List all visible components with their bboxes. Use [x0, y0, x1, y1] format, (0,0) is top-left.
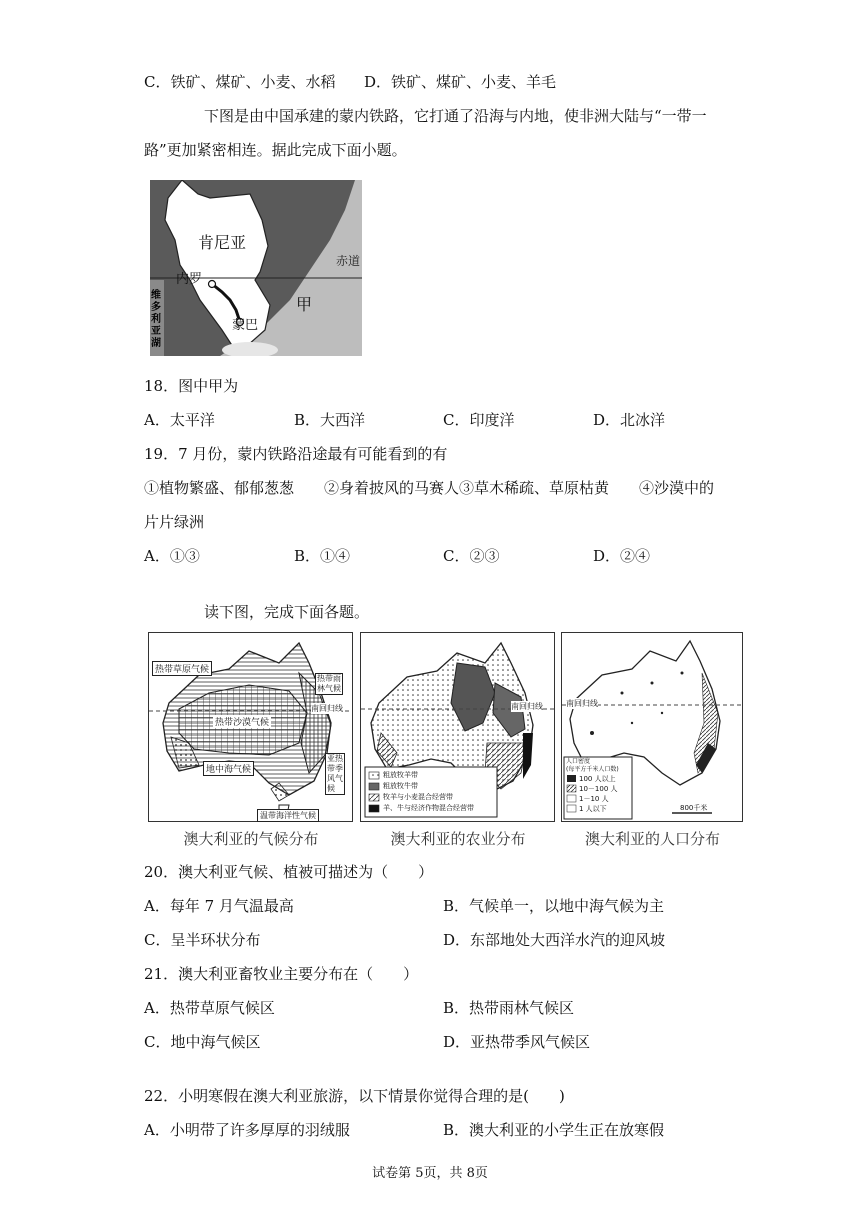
q20-stem: 20．澳大利亚气候、植被可描述为（ ）: [144, 863, 434, 881]
q19-option-c: C．②③: [443, 547, 500, 565]
caption-population: 澳大利亚的人口分布: [584, 830, 720, 848]
q19-option-d: D．②④: [593, 547, 651, 565]
q20-option-c: C．呈半环状分布: [144, 931, 261, 949]
nairobi-label: 内罗: [176, 272, 203, 287]
jia-label: 甲: [296, 295, 313, 314]
q17-option-d: D．铁矿、煤矿、小麦、羊毛: [364, 73, 557, 91]
pop-tropic-label: 南回归线: [566, 699, 598, 708]
q18-option-a: A．太平洋: [144, 411, 215, 429]
australia-climate-map: [148, 632, 353, 822]
pop-scale: 800千米: [680, 804, 708, 812]
page-footer: 试卷第 5页，共 8页: [372, 1166, 488, 1181]
q19-items-line2: 片片绿洲: [144, 513, 205, 531]
kenya-railway-map: [150, 180, 362, 356]
q19-stem: 19．7 月份，蒙内铁路沿途最有可能看到的有: [144, 445, 448, 463]
q18-option-b: B．大西洋: [294, 411, 366, 429]
q21-option-a: A．热带草原气候区: [144, 999, 275, 1017]
lake-victoria-label: 维 多 利 亚 湖: [151, 290, 161, 349]
label-mediterranean: 地中海气候: [203, 761, 254, 776]
intro2: 读下图，完成下面各题。: [204, 603, 370, 621]
label-rainforest: 热带雨 林气候: [317, 674, 341, 693]
agri-legend: 粗放牧羊带 粗放牧牛带 牧羊与小麦混合经营带 羊、牛与经济作物混合经营带: [383, 771, 474, 812]
q21-stem: 21．澳大利亚畜牧业主要分布在（ ）: [144, 965, 419, 983]
kenya-label: 肯尼亚: [198, 233, 247, 252]
agri-tropic-label: 南回归线: [511, 702, 543, 711]
mombasa-label: 蒙巴: [232, 318, 259, 333]
caption-climate: 澳大利亚的气候分布: [183, 830, 319, 848]
label-maritime: 温带海洋性气候: [257, 809, 319, 822]
australia-agriculture-map: [360, 632, 555, 822]
q22-option-a: A．小明带了许多厚厚的羽绒服: [144, 1121, 350, 1139]
q18-option-c: C．印度洋: [443, 411, 515, 429]
q20-option-d: D．东部地处大西洋水汽的迎风坡: [443, 931, 666, 949]
pop-legend-title: 人口密度 (每平方千米人口数): [566, 758, 619, 773]
equator-label: 赤道: [336, 254, 361, 268]
label-subtropical-monsoon: 亚热 带季 风气 候: [327, 754, 343, 793]
q18-stem: 18．图中甲为: [144, 377, 239, 395]
label-savanna: 热带草原气候: [152, 661, 212, 676]
q19-items-line1: ①植物繁盛、郁郁葱葱 ②身着披风的马赛人③草木稀疏、草原枯黄 ④沙漠中的: [144, 479, 715, 497]
q22-option-b: B．澳大利亚的小学生正在放寒假: [443, 1121, 665, 1139]
label-tropic: 南回归线: [311, 704, 343, 713]
q21-option-b: B．热带雨林气候区: [443, 999, 575, 1017]
q18-option-d: D．北冰洋: [593, 411, 666, 429]
caption-agriculture: 澳大利亚的农业分布: [390, 830, 526, 848]
q22-stem: 22．小明寒假在澳大利亚旅游，以下情景你觉得合理的是( ): [144, 1087, 565, 1105]
q17-option-c: C．铁矿、煤矿、小麦、水稻: [144, 73, 336, 91]
q21-option-d: D．亚热带季风气候区: [443, 1033, 591, 1051]
q19-option-b: B．①④: [294, 547, 351, 565]
australia-population-map: [561, 632, 743, 822]
q21-option-c: C．地中海气候区: [144, 1033, 261, 1051]
pop-legend: 100 人以上 10－100 人 1－10 人 1 人以下: [579, 775, 618, 813]
intro-paragraph-line1: 下图是由中国承建的蒙内铁路，它打通了沿海与内地，使非洲大陆与“一带一: [204, 107, 707, 125]
q20-option-b: B．气候单一，以地中海气候为主: [443, 897, 665, 915]
q19-option-a: A．①③: [144, 547, 200, 565]
label-desert: 热带沙漠气候: [213, 715, 271, 728]
q20-option-a: A．每年 7 月气温最高: [144, 897, 294, 915]
intro-paragraph-line2: 路”更加紧密相连。据此完成下面小题。: [144, 141, 407, 159]
